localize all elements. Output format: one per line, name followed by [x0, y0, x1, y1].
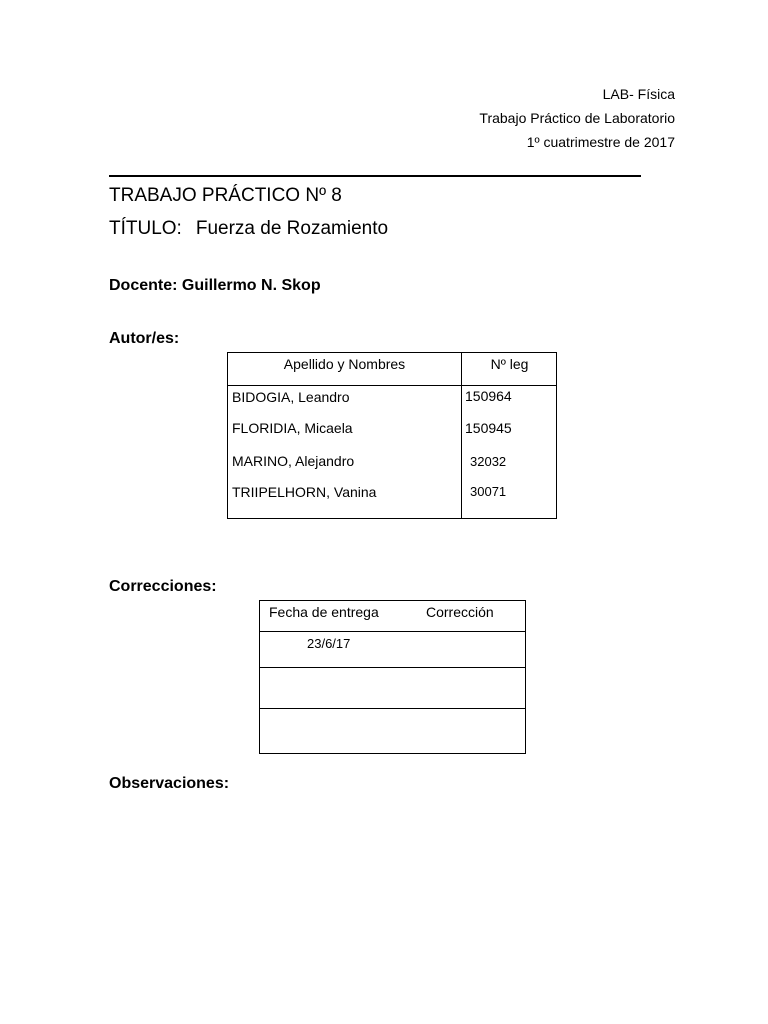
corrections-row-divider — [260, 708, 525, 709]
author-name: MARINO, Alejandro — [232, 453, 355, 469]
subtitle-value: Fuerza de Rozamiento — [195, 218, 389, 239]
author-name: BIDOGIA, Leandro — [232, 389, 350, 405]
header-subject: Trabajo Práctico de Laboratorio — [479, 110, 675, 126]
observations-label: Observaciones: — [109, 775, 230, 792]
header-term: 1º cuatrimestre de 2017 — [526, 134, 675, 150]
author-leg: 32032 — [470, 454, 507, 469]
authors-header-name: Apellido y Nombres — [283, 356, 406, 372]
author-leg: 150945 — [465, 420, 512, 436]
corrections-header-divider — [260, 631, 525, 632]
header-divider — [109, 175, 641, 177]
author-leg: 150964 — [465, 388, 512, 404]
header-course: LAB- Física — [602, 86, 675, 102]
subtitle-label: TÍTULO: — [109, 218, 182, 239]
author-name: TRIIPELHORN, Vanina — [232, 484, 377, 500]
corrections-header-fecha: Fecha de entrega — [269, 604, 379, 620]
correction-fecha: 23/6/17 — [307, 636, 351, 651]
document-subtitle — [109, 217, 388, 240]
authors-header-divider — [228, 385, 556, 386]
docente-line: Docente: Guillermo N. Skop — [109, 277, 321, 294]
corrections-label: Correcciones: — [109, 578, 217, 595]
corrections-header-correccion: Corrección — [426, 604, 494, 620]
author-name: FLORIDIA, Micaela — [232, 420, 353, 436]
corrections-row-divider — [260, 667, 525, 668]
document-title: TRABAJO PRÁCTICO Nº 8 — [109, 185, 342, 206]
authors-column-divider — [461, 353, 462, 518]
corrections-table — [259, 600, 526, 754]
author-leg: 30071 — [470, 484, 507, 499]
authors-label: Autor/es: — [109, 330, 180, 347]
authors-table — [227, 352, 557, 519]
authors-header-leg: Nº leg — [490, 356, 529, 372]
